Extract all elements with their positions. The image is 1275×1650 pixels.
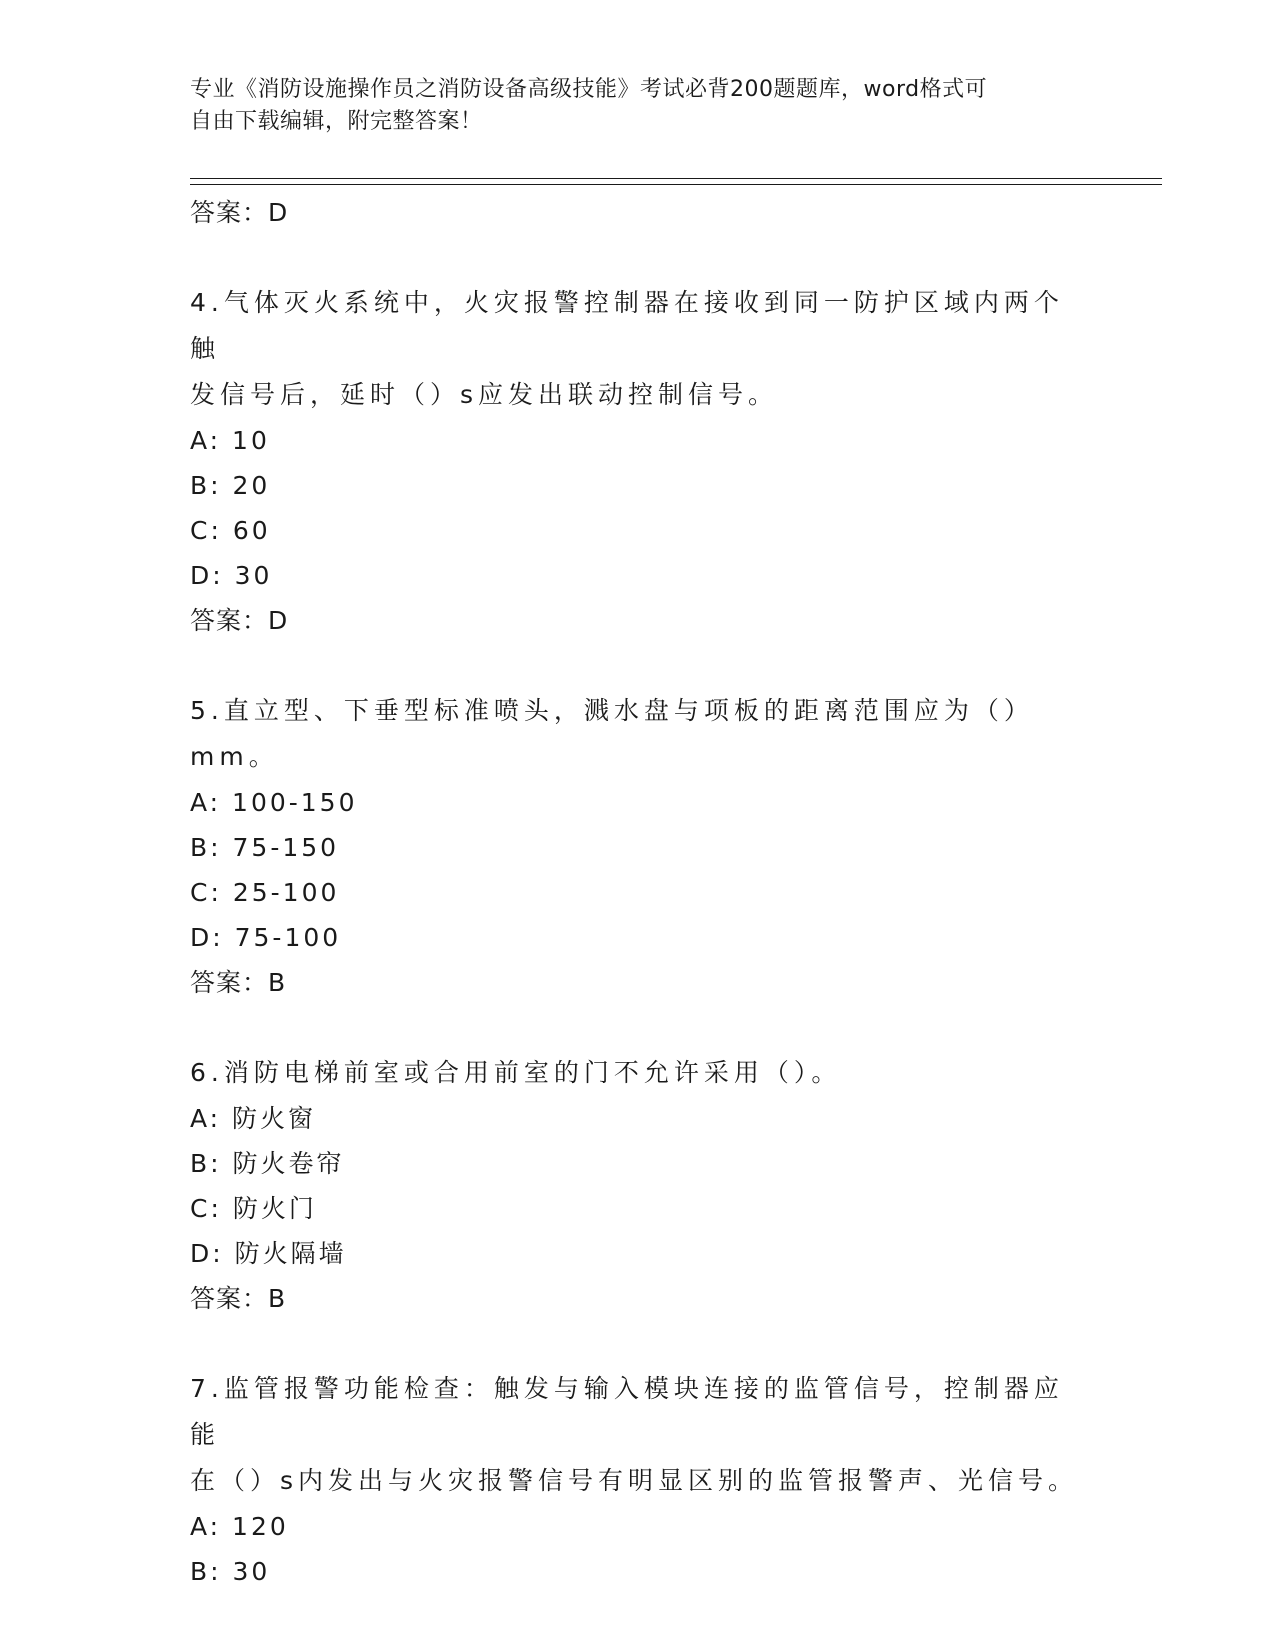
option-b: B: 20 bbox=[190, 471, 271, 500]
answer-line: 答案：D bbox=[190, 198, 289, 227]
option-a: A: 100-150 bbox=[190, 788, 358, 817]
header-line-1: 专业《消防设施操作员之消防设备高级技能》考试必背200题题库，word格式可 bbox=[190, 77, 988, 102]
question-block bbox=[190, 1050, 1090, 1321]
question-list bbox=[190, 190, 1090, 1594]
answer-line: 答案：B bbox=[190, 1284, 287, 1313]
answer-line: 答案：B bbox=[190, 968, 287, 997]
option-d: D: 30 bbox=[190, 561, 273, 590]
question-text-line: 发信号后，延时（）s应发出联动控制信号。 bbox=[190, 380, 779, 409]
question-block bbox=[190, 1366, 1090, 1594]
option-a: A: 120 bbox=[190, 1512, 289, 1541]
question-text-line: 5.直立型、下垂型标准喷头，溅水盘与项板的距离范围应为（）mm。 bbox=[190, 696, 1034, 771]
header-divider-top bbox=[190, 178, 1162, 179]
option-c: C: 60 bbox=[190, 516, 271, 545]
header-divider-bottom bbox=[190, 184, 1162, 185]
option-d: D: 75-100 bbox=[190, 923, 342, 952]
header-line-2: 自由下载编辑，附完整答案！ bbox=[190, 109, 483, 134]
option-b: B: 防火卷帘 bbox=[190, 1149, 345, 1178]
question-text-line: 6.消防电梯前室或合用前室的门不允许采用（）。 bbox=[190, 1058, 842, 1087]
answer-line: 答案：D bbox=[190, 606, 289, 635]
question-block bbox=[190, 280, 1090, 643]
option-a: A: 10 bbox=[190, 426, 270, 455]
question-text-line: 4.气体灭火系统中，火灾报警控制器在接收到同一防护区域内两个触 bbox=[190, 288, 1064, 363]
option-c: C: 25-100 bbox=[190, 878, 340, 907]
question-block bbox=[190, 688, 1090, 1005]
option-c: C: 防火门 bbox=[190, 1194, 317, 1223]
question-text-line: 在（）s内发出与火灾报警信号有明显区别的监管报警声、光信号。 bbox=[190, 1466, 1079, 1495]
option-b: B: 30 bbox=[190, 1557, 271, 1586]
document-header bbox=[190, 74, 1090, 138]
question-text-line: 7.监管报警功能检查：触发与输入模块连接的监管信号，控制器应能 bbox=[190, 1374, 1064, 1449]
option-d: D: 防火隔墙 bbox=[190, 1239, 347, 1268]
option-b: B: 75-150 bbox=[190, 833, 340, 862]
option-a: A: 防火窗 bbox=[190, 1104, 317, 1133]
